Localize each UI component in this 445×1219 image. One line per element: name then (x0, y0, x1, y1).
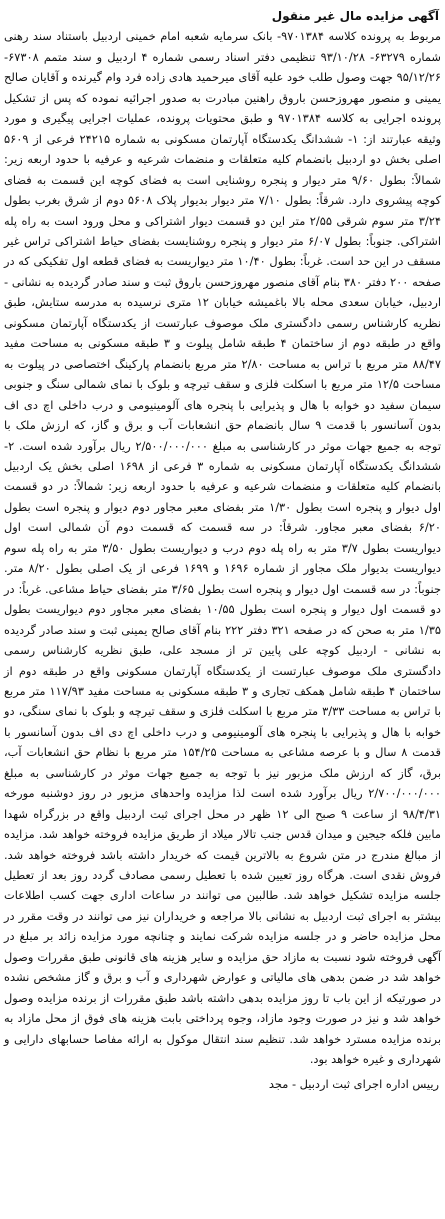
auction-notice (4, 6, 441, 1094)
notice-signature: رییس اداره اجرای ثبت اردبیل - مجد (268, 1076, 439, 1091)
notice-body: مربوط به پرونده کلاسه ۹۷۰۱۳۸۴- بانک سرمایه شعبه امام خمینی اردبیل باستناد سند رهنی شماره ۶۳۲۷۹- ۹۳/۱۰/۲۸ تنظیمی دفتر اسناد رسمی شماره ۴ اردبیل و سند متمم ۶۷۳۰۸- ۹۵/۱۲/۲۶ جهت وصول طلب خود علیه آقای میرحمید هادی زاده فرد وام گیرنده و آقایان صالح یمینی و منصور مهروزحسن باروق راهنین مبادرت به صدور اجرائیه نموده که پس از تشکیل پرونده اجرایی به کلاسه ۹۷۰۱۳۸۴ و طبق محتویات پرونده، عملیات اجرایی پیگیری و مورد وثیقه عبارتند از: ۱- ششدانگ یکدستگاه آپارتمان مسکونی به شماره ۲۴۲۱۵ فرعی از ۵۶۰۹ اصلی بخش دو اردبیل بانضمام کلیه متعلقات و منضمات شرعیه و عرفیه با حدود اربعه زیر: شمالاً: بطول ۹/۶۰ متر دیوار و پنجره روشنایی است به فضای کوچه این قسمت به فضای کوچه پیشروی دارد. شرقاً: بطول ۷/۱۰ متر دیوار بدیوار پلاک ۵۶۰۸ دوم از شرق بغرب بطول ۳/۲۴ متر سوم شرقی ۲/۵۵ متر این دو قسمت دیوار اشتراکی و محل ورود است به راه پله اشتراکی. جنوباً: بطول ۶/۰۷ متر دیوار و پنجره روشنایست بفضای حیاط اشتراکی تراس غیر مسقف در این حد است. غرباً: بطول ۱۰/۴۰ متر دیواریست به فضای قطعه اول تفکیکی که در صفحه ۲۰۰ دفتر ۳۸۰ بنام آقای منصور مهروزحسن باروق ثبت و سند صادر گردیده به نشانی - اردبیل، خیابان سعدی محله بالا باغمیشه خیابان ۱۲ متری نرسیده به مدرسه ستایش، طبق نظریه کارشناس رسمی دادگستری ملک موصوف عبارتست از یکدستگاه آپارتمان مسکونی واقع در طبقه دوم از ساختمان ۴ طبقه شامل پیلوت و ۳ طبقه مسکونی به مساحت مفید ۸۸/۴۷ متر مربع با تراس به مساحت ۲/۸۰ متر مربع بانضمام پارکینگ اختصاصی در پیلوت به مساحت ۱۲/۵ متر مربع با اسکلت فلزی و سقف تیرچه و بلوک با نمای شمالی سنگ و جنوبی سیمان سفید دو خوابه با هال و پذیرایی با پنجره های آلومینیومی و درب داخلی اچ دی اف بدون آسانسور با قدمت ۹ سال بانضمام حق انشعابات آب و برق و گاز، که ارزش ملک با توجه به جمیع جهات موثر در کارشناسی به مبلغ ۲/۵۰۰/۰۰۰/۰۰۰ ریال برآورد شده است. ۲- ششدانگ یکدستگاه آپارتمان مسکونی به شماره ۳ فرعی از ۱۶۹۸ اصلی بخش یک اردبیل بانضمام کلیه متعلقات و منضمات شرعیه و عرفیه با حدود اربعه زیر: شمالاً: در دو قسمت اول دیوار و پنجره است بطول ۱/۳۰ متر بفضای معبر مجاور دوم دیوار و پنجره است بطول ۶/۲۰ بفضای معبر مجاور. شرقاً: در سه قسمت که قسمت دوم آن شمالی است اول دیواریست بطول ۳/۷ متر به راه پله دوم درب و دیواریست بطول ۳/۵۰ متر به راه پله سوم دیواریست بدیوار ملک مجاور از شماره ۱۶۹۶ و ۱۶۹۹ فرعی از یک اصلی بطول ۸/۲۰ متر. جنوباً: در سه قسمت اول دیوار و پنجره است بطول ۳/۶۵ متر بفضای حیاط مشاعی. غرباً: در دو قسمت اول دیوار و پنجره است بطول ۱۰/۵۵ بفضای معبر مجاور دوم دیواریست بطول ۱/۳۵ متر به صحن که در صفحه ۳۲۱ دفتر ۲۲۲ بنام آقای صالح یمینی ثبت و سند صادر گردیده به نشانی - اردبیل کوچه علی پایین تر از مسجد علی، طبق نظریه کارشناس رسمی دادگستری ملک موصوف عبارتست از یکدستگاه آپارتمان مسکونی واقع در طبقه دوم از ساختمان ۴ طبقه شامل همکف تجاری و ۳ طبقه مسکونی به مساحت مفید ۱۱۷/۹۳ متر مربع با تراس به مساحت ۳/۳۳ متر مربع با اسکلت فلزی و سقف تیرچه و بلوک با نمای سنگی، دو خوابه با هال و پذیرایی با پنجره های آلومینیومی و درب داخلی اچ دی اف بدون آسانسور با قدمت ۸ سال و با عرصه مشاعی به مساحت ۱۵۴/۲۵ متر مربع با نظام حق انشعابات آب، برق، گاز که ارزش ملک مزبور نیز با توجه به جمیع جهات موثر در کارشناسی به مبلغ ۲/۷۰۰/۰۰۰/۰۰۰ ریال برآورد شده است لذا مزایده واحدهای مزبور در روز دوشنبه مورخه ۹۸/۴/۳۱ از ساعت ۹ صبح الی ۱۲ ظهر در محل اجرای ثبت اردبیل واقع در بزرگراه شهدا مابین فلکه جیجین و میدان قدس جنب تالار میلاد از طریق مزایده فروخته خواهد شد. مزایده از مبالغ مندرج در متن شروع به بالاترین قیمت که خریدار داشته باشد فروخته خواهد شد. فروش نقدی است. هرگاه روز تعیین شده با تعطیل رسمی مصادف گردد روز بعد از تعطیل جلسه مزایده تشکیل خواهد شد. طالبین می توانند در ساعات اداری جهت کسب اطلاعات بیشتر به اجرای ثبت اردبیل به نشانی بالا مراجعه و خریداران نیز می توانند در وقت مقرر در محل مزایده حاضر و در جلسه مزایده شرکت نمایند و چنانچه مورد مزایده زائد بر مبلغ در آگهی فروخته شود نسبت به مازاد حق مزایده و سایر هزینه های قانونی طبق مقررات وصول خواهد شد در ضمن بدهی های مالیاتی و عوارض شهرداری و آب و برق و گاز مشخص نشده در صورتیکه از این باب تا روز مزایده بدهی داشته باشد طبق مقررات از برنده مزایده وصول خواهد شد و نیز در صورت وجود مازاد، وجوه پرداختی بابت هزینه های فوق از محل مازاد به برنده مزایده مسترد خواهد شد. تنظیم سند انتقال موکول به ارائه مفاصا حسابهای دارایی و شهرداری و غیره خواهد بود. (4, 29, 442, 1067)
notice-title: آگهی مزایده مال غیر منقول (271, 9, 439, 23)
